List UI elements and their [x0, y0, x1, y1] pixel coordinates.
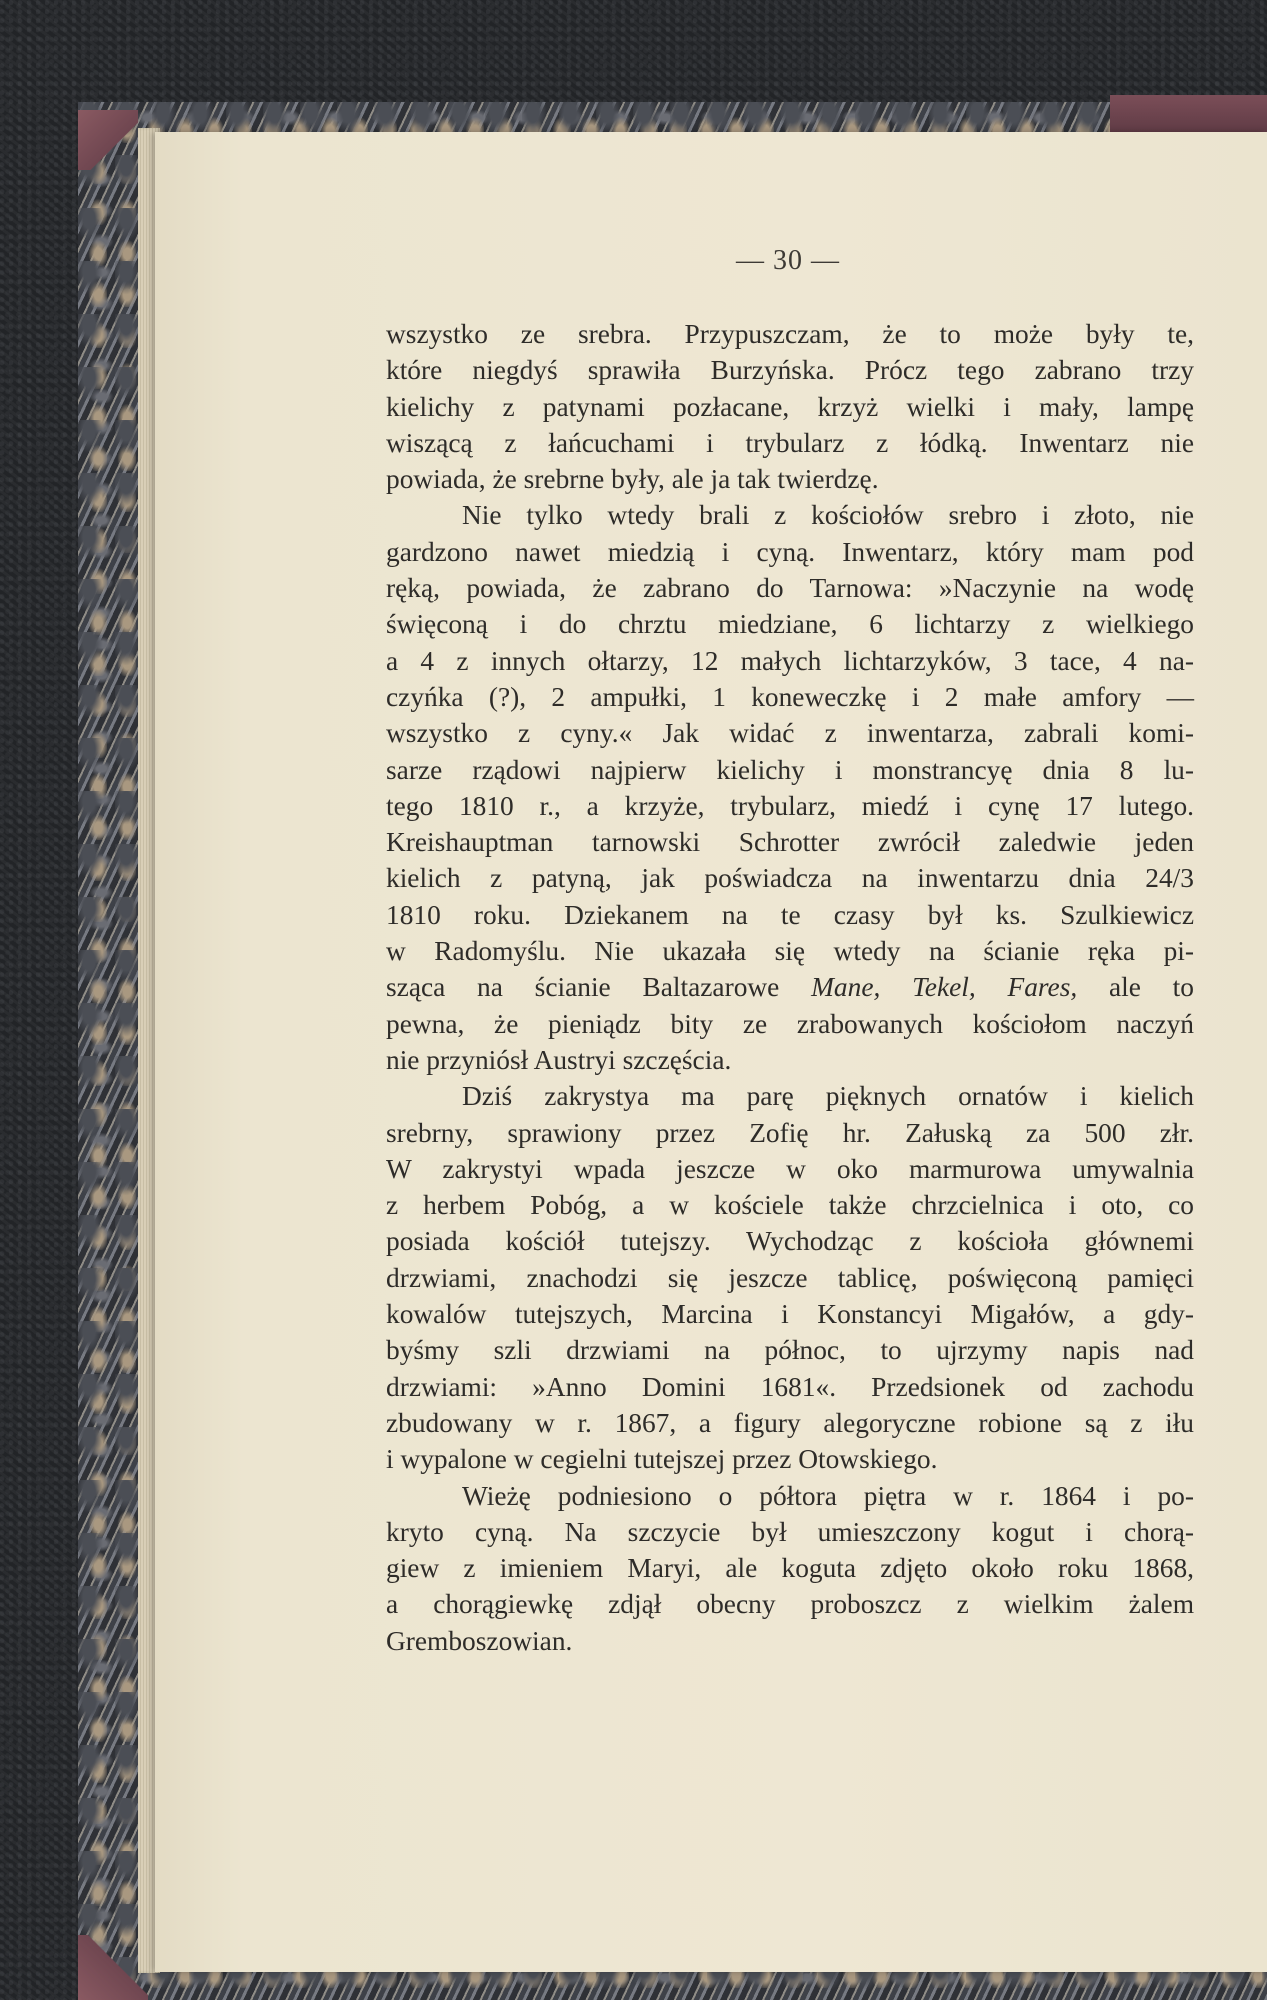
text-line: sarze rządowi najpierw kielichy i monstrancyę dnia 8 lu-	[386, 754, 1194, 785]
page-number: — 30 —	[736, 245, 840, 276]
text-line: byśmy szli drzwiami na północ, to ujrzymy napis nad	[386, 1335, 1194, 1366]
text-line: kowalów tutejszych, Marcina i Konstancyi Migałów, a gdy-	[386, 1299, 1194, 1330]
text-line: Wieżę podniesiono o półtora piętra w r. 1864 i po-	[462, 1480, 1194, 1511]
text-line: powiada, że srebrne były, ale ja tak twierdzę.	[386, 464, 879, 495]
text-line: drzwiami, znachodzi się jeszcze tablicę, poświęconą pamięci	[386, 1262, 1194, 1293]
text-line: nie przyniósł Austryi szczęścia.	[386, 1044, 732, 1075]
text-line: Gremboszowian.	[386, 1625, 573, 1656]
text-line: kryto cyną. Na szczycie był umieszczony kogut i chorą-	[386, 1516, 1194, 1547]
text-line: ręką, powiada, że zabrano do Tarnowa: »Naczynie na wodę	[386, 573, 1194, 604]
text-segment: ale to	[1109, 972, 1194, 1003]
text-segment: sząca na ścianie Baltazarowe	[386, 972, 780, 1003]
text-line: z herbem Pobóg, a w kościele także chrzcielnica i oto, co	[386, 1190, 1194, 1221]
text-line: drzwiami: »Anno Domini 1681«. Przedsionek od zachodu	[386, 1371, 1194, 1402]
text-line: Dziś zakrystya ma parę pięknych ornatów i kielich	[462, 1081, 1194, 1112]
text-line: srebrny, sprawiony przez Zofię hr. Załuską za 500 złr.	[386, 1117, 1194, 1148]
leather-spine-edge	[1110, 95, 1267, 135]
text-line: Nie tylko wtedy brali z kościołów srebro i złoto, nie	[462, 500, 1194, 531]
text-line-italic-phrase	[386, 969, 1194, 1005]
text-line: i wypalone w cegielni tutejszej przez Otowskiego.	[386, 1444, 938, 1475]
text-line: a 4 z innych ołtarzy, 12 małych lichtarzyków, 3 tace, 4 na-	[386, 645, 1194, 676]
text-line: 1810 roku. Dziekanem na te czasy był ks. Szulkiewicz	[386, 899, 1194, 930]
body-text	[386, 316, 1194, 1659]
text-line: gardzono nawet miedzią i cyną. Inwentarz, który mam pod	[386, 536, 1194, 567]
text-line: giew z imieniem Maryi, ale koguta zdjęto około roku 1868,	[386, 1553, 1194, 1584]
italic-phrase: Mane, Tekel, Fares,	[811, 972, 1078, 1003]
text-line: pewna, że pieniądz bity ze zrabowanych kościołom naczyń	[386, 1008, 1194, 1039]
text-line: które niegdyś sprawiła Burzyńska. Prócz tego zabrano trzy	[386, 355, 1194, 386]
leather-corner-top	[78, 110, 138, 170]
text-line: a chorągiewkę zdjął obecny proboszcz z wielkim żalem	[386, 1589, 1194, 1620]
text-line: tego 1810 r., a krzyże, trybularz, miedź i cynę 17 lutego.	[386, 790, 1194, 821]
text-line: wszystko ze srebra. Przypuszczam, że to może były te,	[386, 319, 1194, 349]
text-line: Kreishauptman tarnowski Schrotter zwrócił zaledwie jeden	[386, 827, 1194, 858]
text-line: w Radomyślu. Nie ukazała się wtedy na ścianie ręka pi-	[386, 936, 1194, 967]
text-line: zbudowany w r. 1867, a figury alegoryczne robione są z iłu	[386, 1407, 1194, 1438]
text-line: kielichy z patynami pozłacane, krzyż wielki i mały, lampę	[386, 391, 1194, 422]
text-line: wszystko z cyny.« Jak widać z inwentarza, zabrali komi-	[386, 718, 1194, 749]
text-line: święconą i do chrztu miedziane, 6 lichtarzy z wielkiego	[386, 609, 1194, 640]
text-line: kielich z patyną, jak poświadcza na inwentarzu dnia 24/3	[386, 863, 1194, 894]
text-line: wiszącą z łańcuchami i trybularz z łódką. Inwentarz nie	[386, 427, 1194, 458]
text-line: posiada kościół tutejszy. Wychodząc z kościoła głównemi	[386, 1226, 1194, 1257]
text-line: czyńka (?), 2 ampułki, 1 koneweczkę i 2 małe amfory —	[386, 681, 1194, 712]
text-line: W zakrystyi wpada jeszcze w oko marmurowa umywalnia	[386, 1153, 1194, 1184]
